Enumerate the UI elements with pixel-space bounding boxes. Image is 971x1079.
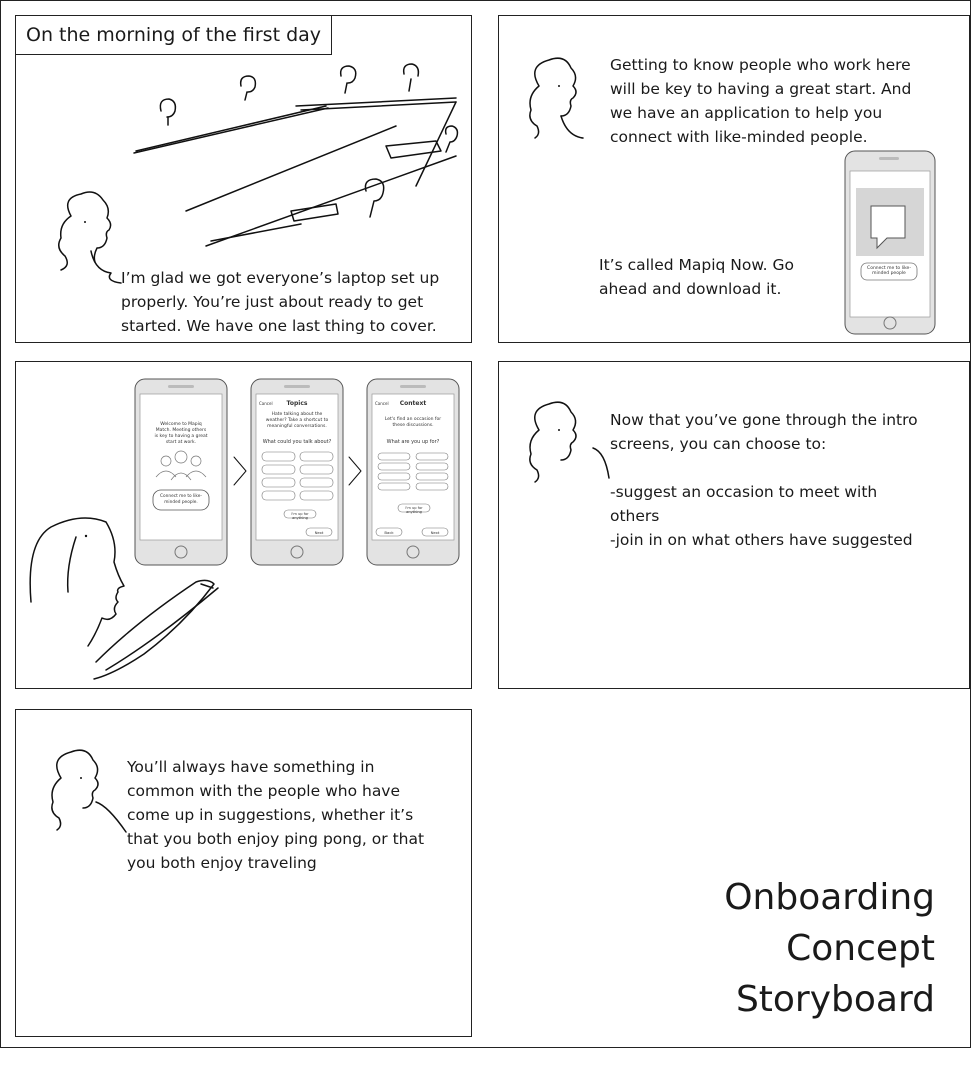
screen3-next[interactable]: Next (430, 530, 440, 535)
phone-mapiq-now (499, 16, 969, 342)
screen1-connect-button[interactable]: Connect me to like-minded people. (160, 494, 202, 505)
screen3-question: What are you up for? (386, 439, 440, 445)
panel4-intro: Now that you’ve gone through the intro screens, you can choose to: (610, 411, 918, 453)
title-line-1: Onboarding (724, 877, 935, 918)
screen3-skip[interactable]: I'm up for anything (405, 506, 423, 514)
screen3-prompt: Let's find an occasion for these discussions. (384, 417, 442, 428)
panel5-speech: You’ll always have something in common with the people who have come up in suggestions, whether it’s that you both enjoy ping pong, or that you both enjoy traveling (127, 758, 425, 872)
phone-connect-button-label[interactable]: Connect me to like-minded people (867, 266, 911, 276)
screen3-title: Context (399, 400, 427, 407)
screen3-back[interactable]: Back (384, 530, 394, 535)
panel-intro-screens (15, 361, 472, 689)
screen2-title: Topics (286, 400, 308, 407)
panel-introduce-app (498, 15, 970, 343)
panel-caption: On the morning of the first day (15, 15, 332, 55)
storyboard-title (724, 872, 935, 1025)
panel-first-morning (15, 15, 472, 343)
screen1-welcome-text: Welcome to Mapiq Match. Meeting others is key to having a great start at work. (154, 422, 208, 445)
panel1-speech: I’m glad we got everyone’s laptop set up properly. You’re just about ready to get started. We have one last thing to cover. (121, 269, 440, 335)
panel-common-interests (15, 709, 472, 1037)
screen2-question: What could you talk about? (262, 439, 332, 445)
panel4-option-suggest: -suggest an occasion to meet with others (610, 483, 878, 525)
phone-screen-context (16, 362, 471, 688)
screen2-prompt: Hate talking about the weather? Take a shortcut to meaningful conversations. (265, 412, 329, 429)
screen2-cancel[interactable]: Cancel (259, 401, 273, 406)
panel2-speech: Getting to know people who work here will be key to having a great start. And we have an application to help you connect with like-minded people. (610, 56, 912, 146)
screen2-skip[interactable]: I'm up for anything (291, 512, 309, 520)
panel-choose-options (498, 361, 970, 689)
screen2-next[interactable]: Next (314, 530, 324, 535)
title-line-2: Concept (786, 928, 935, 969)
panel2-speech-download: It’s called Mapiq Now. Go ahead and download it. (599, 256, 794, 298)
title-line-3: Storyboard (735, 979, 935, 1020)
panel4-option-join: -join in on what others have suggested (610, 531, 913, 549)
screen3-cancel[interactable]: Cancel (375, 401, 389, 406)
